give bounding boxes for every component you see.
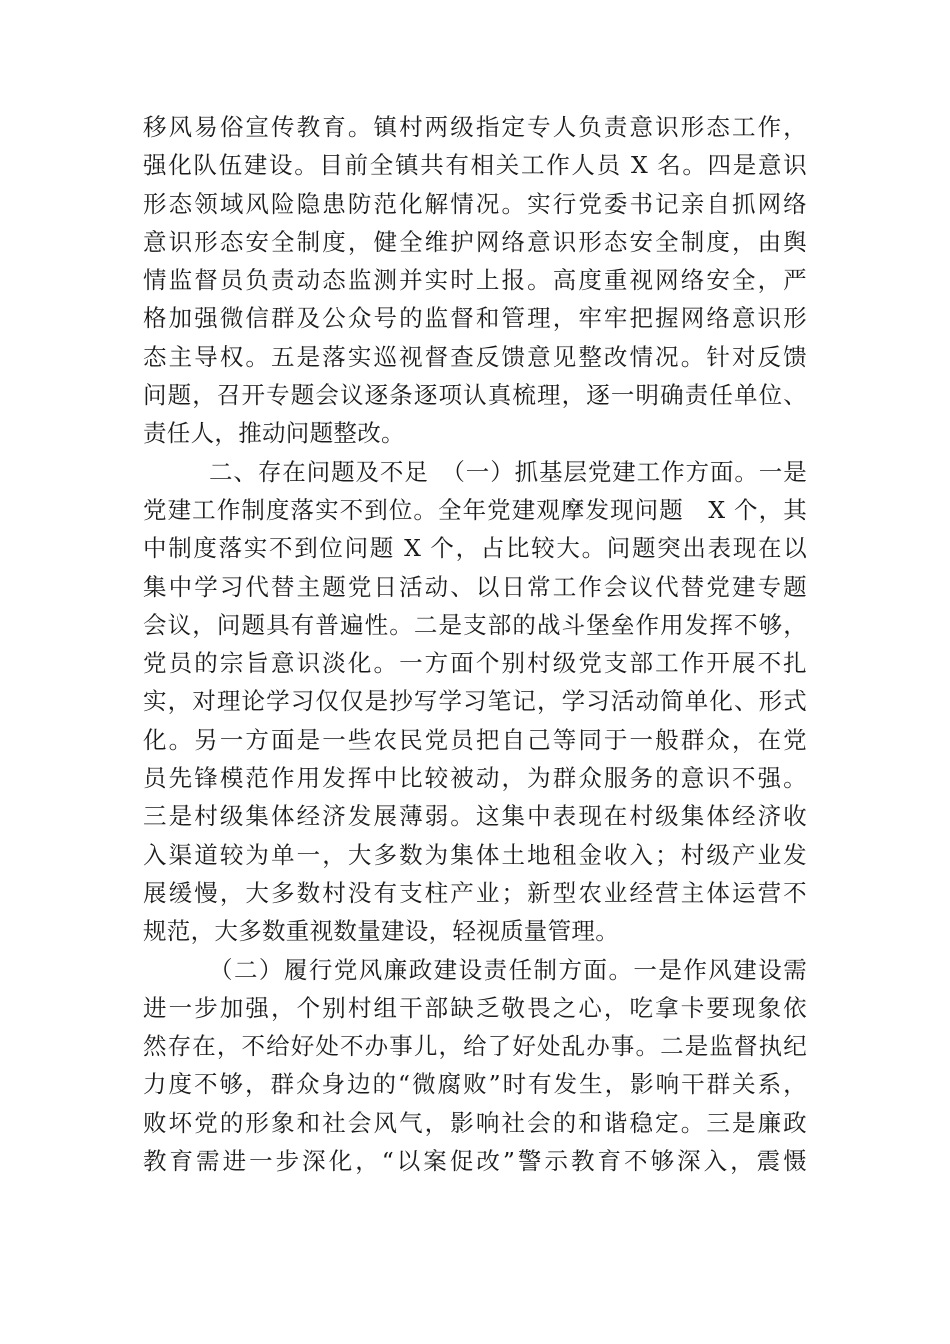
text-line: 意识形态安全制度，健全维护网络意识形态安全制度，由舆 bbox=[143, 227, 807, 256]
text-line: 党建工作制度落实不到位。全年党建观摩发现问题 X 个，其 bbox=[143, 495, 807, 524]
text-line: 责任人，推动问题整改。 bbox=[143, 419, 405, 448]
text-line: 实，对理论学习仅仅是抄写学习笔记，学习活动简单化、形式 bbox=[143, 687, 807, 716]
text-line: 三是村级集体经济发展薄弱。这集中表现在村级集体经济收 bbox=[143, 802, 807, 831]
text-line: 态主导权。五是落实巡视督查反馈意见整改情况。针对反馈 bbox=[143, 342, 807, 371]
text-line: 情监督员负责动态监测并实时上报。高度重视网络安全，严 bbox=[143, 266, 807, 295]
text-line: 员先锋模范作用发挥中比较被动，为群众服务的意识不强。 bbox=[143, 764, 807, 793]
text-line: 党员的宗旨意识淡化。一方面个别村级党支部工作开展不扎 bbox=[143, 649, 807, 678]
section-heading-line: 二、存在问题及不足 （一）抓基层党建工作方面。一是 bbox=[209, 457, 807, 486]
text-line: 化。另一方面是一些农民党员把自己等同于一般群众，在党 bbox=[143, 725, 807, 754]
text-line: 格加强微信群及公众号的监督和管理，牢牢把握网络意识形 bbox=[143, 304, 807, 333]
text-line: 问题，召开专题会议逐条逐项认真梳理，逐一明确责任单位、 bbox=[143, 381, 807, 410]
text-line: 集中学习代替主题党日活动、以日常工作会议代替党建专题 bbox=[143, 572, 807, 601]
text-line: 移风易俗宣传教育。镇村两级指定专人负责意识形态工作， bbox=[143, 113, 807, 141]
text-line: 中制度落实不到位问题 X 个，占比较大。问题突出表现在以 bbox=[143, 534, 807, 563]
section-heading-line: （二）履行党风廉政建设责任制方面。一是作风建设需 bbox=[209, 955, 807, 984]
text-line: 入渠道较为单一，大多数为集体土地租金收入；村级产业发 bbox=[143, 840, 807, 869]
document-page bbox=[143, 108, 807, 1180]
paragraph-3 bbox=[143, 951, 807, 1181]
text-line: 败坏党的形象和社会风气，影响社会的和谐稳定。三是廉政 bbox=[143, 1108, 807, 1137]
paragraph-1 bbox=[143, 108, 807, 453]
text-line: 进一步加强，个别村组干部缺乏敬畏之心，吃拿卡要现象依 bbox=[143, 993, 807, 1022]
text-line: 教育需进一步深化，“以案促改”警示教育不够深入，震慑 bbox=[143, 1147, 807, 1176]
text-line: 形态领域风险隐患防范化解情况。实行党委书记亲自抓网络 bbox=[143, 189, 807, 218]
text-line: 强化队伍建设。目前全镇共有相关工作人员 X 名。四是意识 bbox=[143, 151, 807, 180]
text-line: 然存在，不给好处不办事儿，给了好处乱办事。二是监督执纪 bbox=[143, 1032, 807, 1061]
text-line: 会议，问题具有普遍性。二是支部的战斗堡垒作用发挥不够， bbox=[143, 610, 807, 639]
text-line: 力度不够，群众身边的“微腐败”时有发生，影响干群关系， bbox=[143, 1070, 807, 1099]
paragraph-2 bbox=[143, 453, 807, 951]
text-line: 规范，大多数重视数量建设，轻视质量管理。 bbox=[143, 917, 619, 946]
text-line: 展缓慢，大多数村没有支柱产业；新型农业经营主体运营不 bbox=[143, 878, 807, 907]
